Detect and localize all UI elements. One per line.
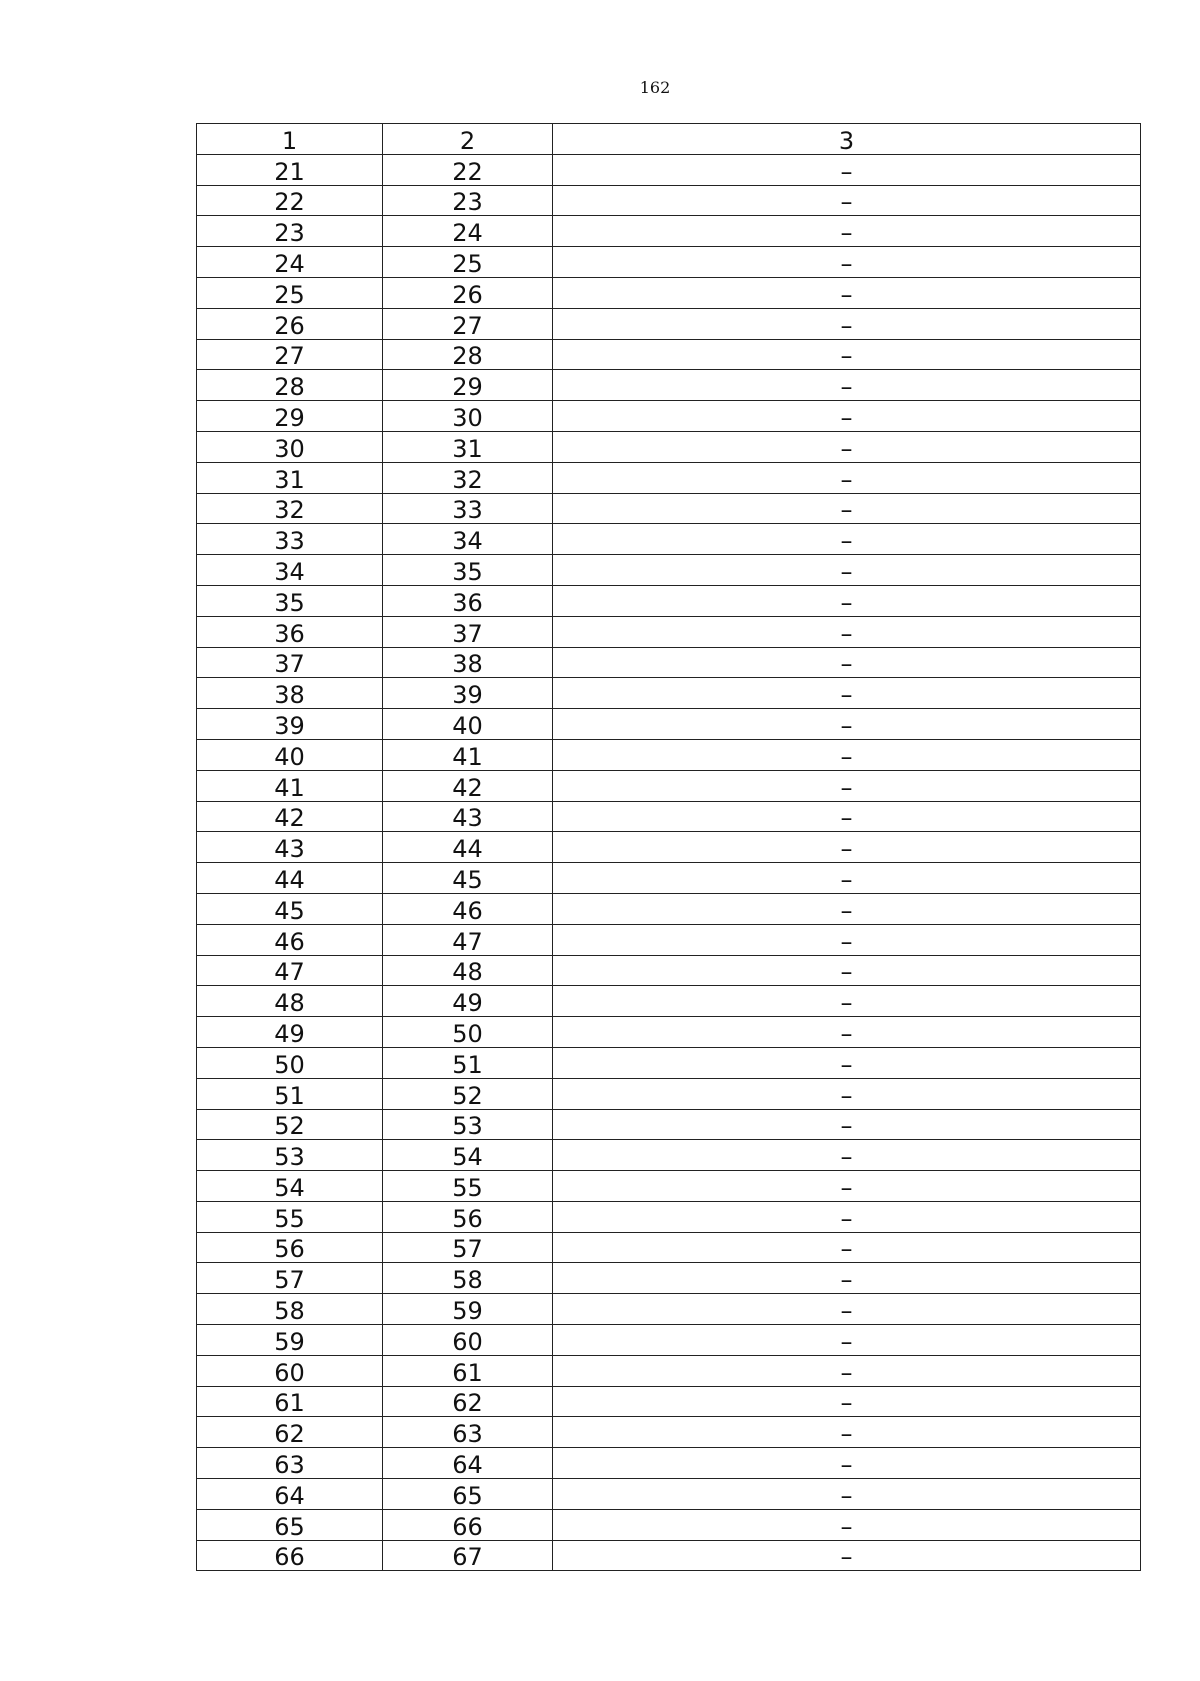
table-row [197,1078,1141,1109]
table-row [197,277,1141,308]
table-row [197,1232,1141,1263]
table-row [197,493,1141,524]
table-cell-col-1: 22 [197,185,383,216]
table-row [197,770,1141,801]
table-cell-col-1: 44 [197,863,383,894]
table-row [197,832,1141,863]
table-cell-col-1: 64 [197,1479,383,1510]
table-cell-col-1: 59 [197,1325,383,1356]
table-cell-col-1: 57 [197,1263,383,1294]
table-cell-col-1: 46 [197,924,383,955]
table-cell-col-2: 39 [383,678,553,709]
table-cell-col-1: 27 [197,339,383,370]
table-cell-col-1: 47 [197,955,383,986]
table-cell-col-3: – [553,401,1141,432]
table-cell-col-3: – [553,1140,1141,1171]
table-cell-col-3: – [553,739,1141,770]
table-cell-col-2: 38 [383,647,553,678]
table-cell-col-3: – [553,955,1141,986]
table-cell-col-2: 37 [383,616,553,647]
table-cell-col-2: 29 [383,370,553,401]
table-cell-col-3: – [553,1047,1141,1078]
table-cell-col-3: – [553,339,1141,370]
table-cell-col-1: 32 [197,493,383,524]
table-row [197,462,1141,493]
table-cell-col-2: 24 [383,216,553,247]
table-cell-col-2: 46 [383,893,553,924]
table-cell-col-3: – [553,247,1141,278]
table-cell-col-1: 23 [197,216,383,247]
table-cell-col-1: 60 [197,1355,383,1386]
table-cell-col-1: 25 [197,277,383,308]
table-row [197,863,1141,894]
table-row [197,1263,1141,1294]
table-cell-col-1: 56 [197,1232,383,1263]
table-cell-col-3: – [553,1540,1141,1571]
table-cell-col-3: – [553,832,1141,863]
table-row [197,1047,1141,1078]
table-cell-col-1: 38 [197,678,383,709]
table-cell-col-1: 45 [197,893,383,924]
data-table [196,123,1141,1571]
table-row [197,647,1141,678]
table-cell-col-3: – [553,863,1141,894]
table-cell-col-2: 34 [383,524,553,555]
table-cell-col-3: – [553,493,1141,524]
table-cell-col-2: 66 [383,1509,553,1540]
table-row [197,986,1141,1017]
table-cell-col-3: – [553,801,1141,832]
table-cell-col-2: 25 [383,247,553,278]
table-cell-col-1: 48 [197,986,383,1017]
table-cell-col-2: 48 [383,955,553,986]
table-cell-col-1: 63 [197,1448,383,1479]
table-cell-col-1: 65 [197,1509,383,1540]
table-cell-col-3: – [553,709,1141,740]
table-row [197,616,1141,647]
table-cell-col-1: 36 [197,616,383,647]
table-cell-col-3: – [553,185,1141,216]
table-cell-col-2: 31 [383,431,553,462]
table-row [197,739,1141,770]
table-cell-col-3: – [553,893,1141,924]
table-cell-col-3: – [553,462,1141,493]
table-cell-col-3: – [553,555,1141,586]
table-cell-col-3: – [553,647,1141,678]
table-cell-col-2: 65 [383,1479,553,1510]
table-cell-col-2: 61 [383,1355,553,1386]
table-cell-col-3: – [553,924,1141,955]
table-cell-col-2: 59 [383,1294,553,1325]
table-row [197,1448,1141,1479]
table-cell-col-3: – [553,1263,1141,1294]
table-row [197,555,1141,586]
table-row [197,431,1141,462]
table-row [197,1479,1141,1510]
table-cell-col-1: 37 [197,647,383,678]
table-row [197,1509,1141,1540]
table-row [197,585,1141,616]
table-cell-col-1: 33 [197,524,383,555]
table-cell-col-2: 35 [383,555,553,586]
table-cell-col-2: 23 [383,185,553,216]
table-row [197,1386,1141,1417]
table-cell-col-1: 21 [197,154,383,185]
table-cell-col-2: 40 [383,709,553,740]
table-cell-col-2: 56 [383,1201,553,1232]
table-cell-col-3: – [553,1017,1141,1048]
table-cell-col-1: 31 [197,462,383,493]
page-number: 162 [639,78,671,97]
table-header-row [197,124,1141,155]
table-cell-col-1: 58 [197,1294,383,1325]
table-cell-col-3: – [553,524,1141,555]
table-cell-col-1: 49 [197,1017,383,1048]
table-cell-col-3: – [553,1078,1141,1109]
table-cell-col-1: 29 [197,401,383,432]
table-row [197,185,1141,216]
table-cell-col-1: 51 [197,1078,383,1109]
table-cell-col-2: 62 [383,1386,553,1417]
table-cell-col-2: 32 [383,462,553,493]
table-cell-col-1: 34 [197,555,383,586]
table-row [197,1355,1141,1386]
header-cell-2: 2 [383,124,553,155]
table-cell-col-2: 52 [383,1078,553,1109]
table-cell-col-1: 62 [197,1417,383,1448]
table-cell-col-3: – [553,1448,1141,1479]
table-cell-col-2: 58 [383,1263,553,1294]
table-cell-col-1: 35 [197,585,383,616]
table-cell-col-3: – [553,370,1141,401]
table-cell-col-3: – [553,1355,1141,1386]
table-row [197,1109,1141,1140]
table-cell-col-3: – [553,216,1141,247]
table-cell-col-1: 24 [197,247,383,278]
table-row [197,339,1141,370]
table-cell-col-2: 27 [383,308,553,339]
table-cell-col-3: – [553,1201,1141,1232]
table-cell-col-2: 50 [383,1017,553,1048]
table-cell-col-3: – [553,1325,1141,1356]
table-row [197,154,1141,185]
table-cell-col-1: 42 [197,801,383,832]
table-cell-col-2: 43 [383,801,553,832]
table-body [197,124,1141,1571]
table-cell-col-1: 30 [197,431,383,462]
table-cell-col-2: 42 [383,770,553,801]
table-cell-col-2: 67 [383,1540,553,1571]
table-cell-col-3: – [553,770,1141,801]
header-cell-1: 1 [197,124,383,155]
table-row [197,1140,1141,1171]
table-row [197,524,1141,555]
table-cell-col-1: 55 [197,1201,383,1232]
table-cell-col-1: 40 [197,739,383,770]
table-row [197,1017,1141,1048]
table-row [197,893,1141,924]
table-row [197,709,1141,740]
table-row [197,1417,1141,1448]
table-cell-col-2: 28 [383,339,553,370]
table-cell-col-2: 41 [383,739,553,770]
table-cell-col-3: – [553,1509,1141,1540]
table-cell-col-3: – [553,986,1141,1017]
table-cell-col-1: 41 [197,770,383,801]
table-row [197,801,1141,832]
table-cell-col-1: 54 [197,1171,383,1202]
table-cell-col-2: 60 [383,1325,553,1356]
table-row [197,1325,1141,1356]
table-row [197,216,1141,247]
table-cell-col-3: – [553,678,1141,709]
table-row [197,955,1141,986]
table-row [197,370,1141,401]
table-cell-col-3: – [553,1479,1141,1510]
table-cell-col-1: 66 [197,1540,383,1571]
table-cell-col-3: – [553,1417,1141,1448]
table-cell-col-3: – [553,1171,1141,1202]
table-cell-col-1: 52 [197,1109,383,1140]
table-cell-col-2: 22 [383,154,553,185]
table-cell-col-3: – [553,277,1141,308]
table-row [197,1201,1141,1232]
table-cell-col-2: 57 [383,1232,553,1263]
table-cell-col-2: 47 [383,924,553,955]
table-cell-col-2: 30 [383,401,553,432]
table-cell-col-2: 63 [383,1417,553,1448]
header-cell-3: 3 [553,124,1141,155]
table-row [197,308,1141,339]
table-cell-col-1: 50 [197,1047,383,1078]
table-cell-col-2: 55 [383,1171,553,1202]
table-row [197,247,1141,278]
table-cell-col-3: – [553,585,1141,616]
table-cell-col-3: – [553,308,1141,339]
table-cell-col-2: 54 [383,1140,553,1171]
table-row [197,924,1141,955]
table-cell-col-2: 33 [383,493,553,524]
table-cell-col-2: 49 [383,986,553,1017]
table-row [197,1171,1141,1202]
table-cell-col-2: 53 [383,1109,553,1140]
table-cell-col-2: 51 [383,1047,553,1078]
table-cell-col-2: 64 [383,1448,553,1479]
table-cell-col-1: 26 [197,308,383,339]
table-cell-col-3: – [553,431,1141,462]
table-cell-col-2: 45 [383,863,553,894]
table-cell-col-3: – [553,154,1141,185]
table-cell-col-3: – [553,1294,1141,1325]
table-row [197,678,1141,709]
table-cell-col-2: 36 [383,585,553,616]
table-cell-col-2: 26 [383,277,553,308]
table-cell-col-3: – [553,616,1141,647]
table-cell-col-1: 61 [197,1386,383,1417]
table-cell-col-1: 39 [197,709,383,740]
table-cell-col-3: – [553,1232,1141,1263]
table-cell-col-1: 43 [197,832,383,863]
table-cell-col-3: – [553,1386,1141,1417]
table-row [197,401,1141,432]
table-cell-col-1: 28 [197,370,383,401]
table-cell-col-2: 44 [383,832,553,863]
table-cell-col-1: 53 [197,1140,383,1171]
table-row [197,1540,1141,1571]
table-row [197,1294,1141,1325]
table-cell-col-3: – [553,1109,1141,1140]
